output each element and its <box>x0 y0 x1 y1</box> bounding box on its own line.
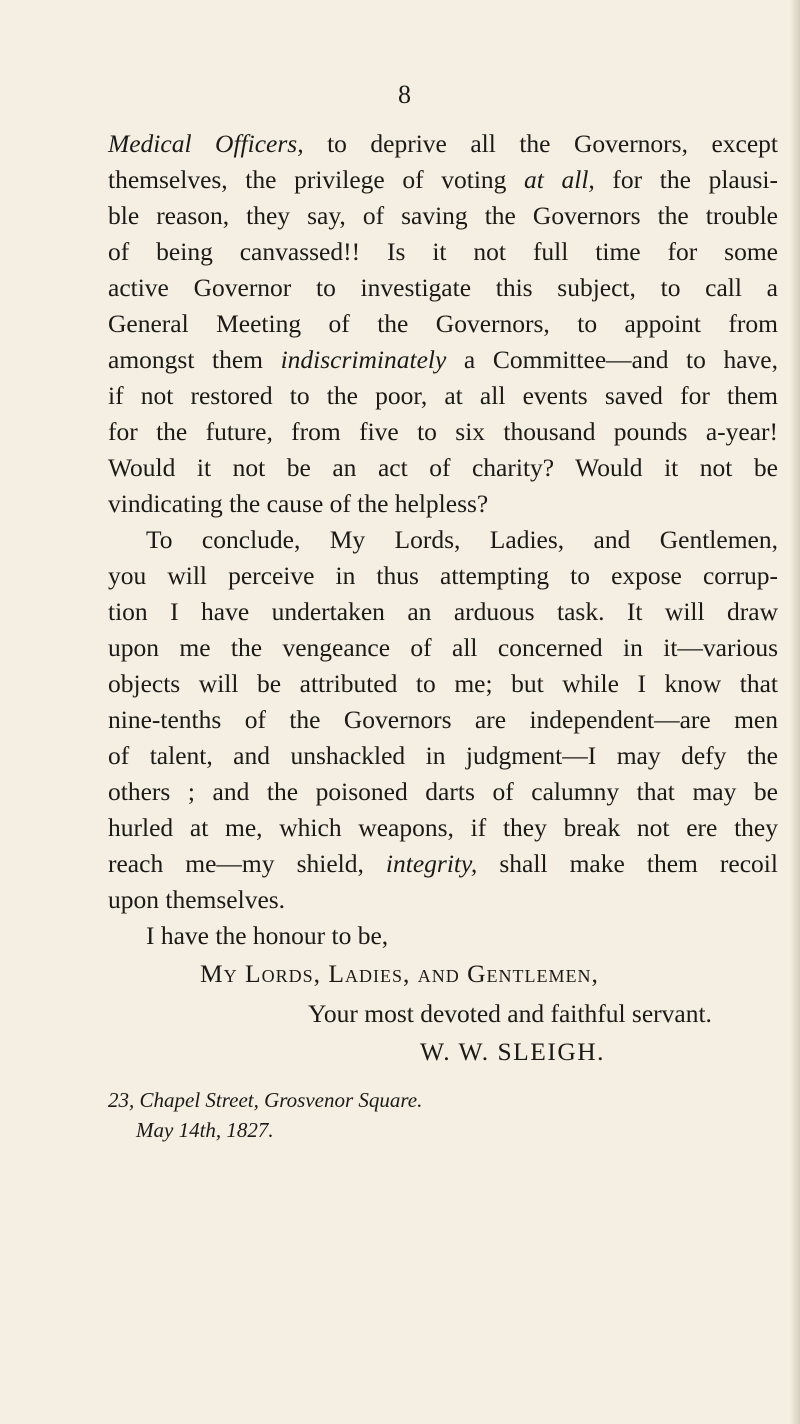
text-line: upon me the vengeance of all concerned in it—various <box>108 633 778 662</box>
text-line: active Governor to investigate this subject, to call a <box>108 273 778 302</box>
text-line: of being canvassed!! Is it not full time for some <box>108 237 778 266</box>
text-line: vindicating the cause of the helpless? <box>108 489 489 518</box>
paragraph-start-line: To conclude, My Lords, Ladies, and Gentlemen, <box>146 525 778 554</box>
page-edge-shadow <box>790 0 800 1424</box>
valediction: Your most devoted and faithful servant. <box>308 999 712 1028</box>
signature: W. W. SLEIGH. <box>420 1037 606 1066</box>
text-line: others ; and the poisoned darts of calumny that may be <box>108 777 778 806</box>
text-line: Medical Officers, to deprive all the Governors, except <box>108 129 779 158</box>
text-line: for the future, from five to six thousand pounds a-year! <box>108 417 778 446</box>
text-line: objects will be attributed to me; but while I know that <box>108 669 778 698</box>
text-line: General Meeting of the Governors, to appoint from <box>108 309 778 338</box>
text-line: nine-tenths of the Governors are independent—are men <box>108 705 778 734</box>
text-line: themselves, the privilege of voting at all, for the plausi- <box>108 165 778 194</box>
text-line: ble reason, they say, of saving the Governors the trouble <box>108 201 778 230</box>
closing-line: I have the honour to be, <box>146 921 389 950</box>
text-line: tion I have undertaken an arduous task. It will draw <box>108 597 778 626</box>
date-line: May 14th, 1827. <box>136 1118 274 1142</box>
text-line: of talent, and unshackled in judgment—I may defy the <box>108 741 778 770</box>
text-line: hurled at me, which weapons, if they break not ere they <box>108 813 778 842</box>
salutation: My Lords, Ladies, and Gentlemen, <box>200 959 599 988</box>
address-line: 23, Chapel Street, Grosvenor Square. <box>108 1088 423 1112</box>
text-line: you will perceive in thus attempting to expose corrup- <box>108 561 778 590</box>
text-line: amongst them indiscriminately a Committee—and to have, <box>108 345 778 374</box>
text-line: if not restored to the poor, at all events saved for them <box>108 381 778 410</box>
text-line: upon themselves. <box>108 885 286 914</box>
letter-body <box>108 126 778 918</box>
text-line: reach me—my shield, integrity, shall make them recoil <box>108 849 778 878</box>
page-number: 8 <box>398 80 411 109</box>
text-line: Would it not be an act of charity? Would it not be <box>108 453 778 482</box>
